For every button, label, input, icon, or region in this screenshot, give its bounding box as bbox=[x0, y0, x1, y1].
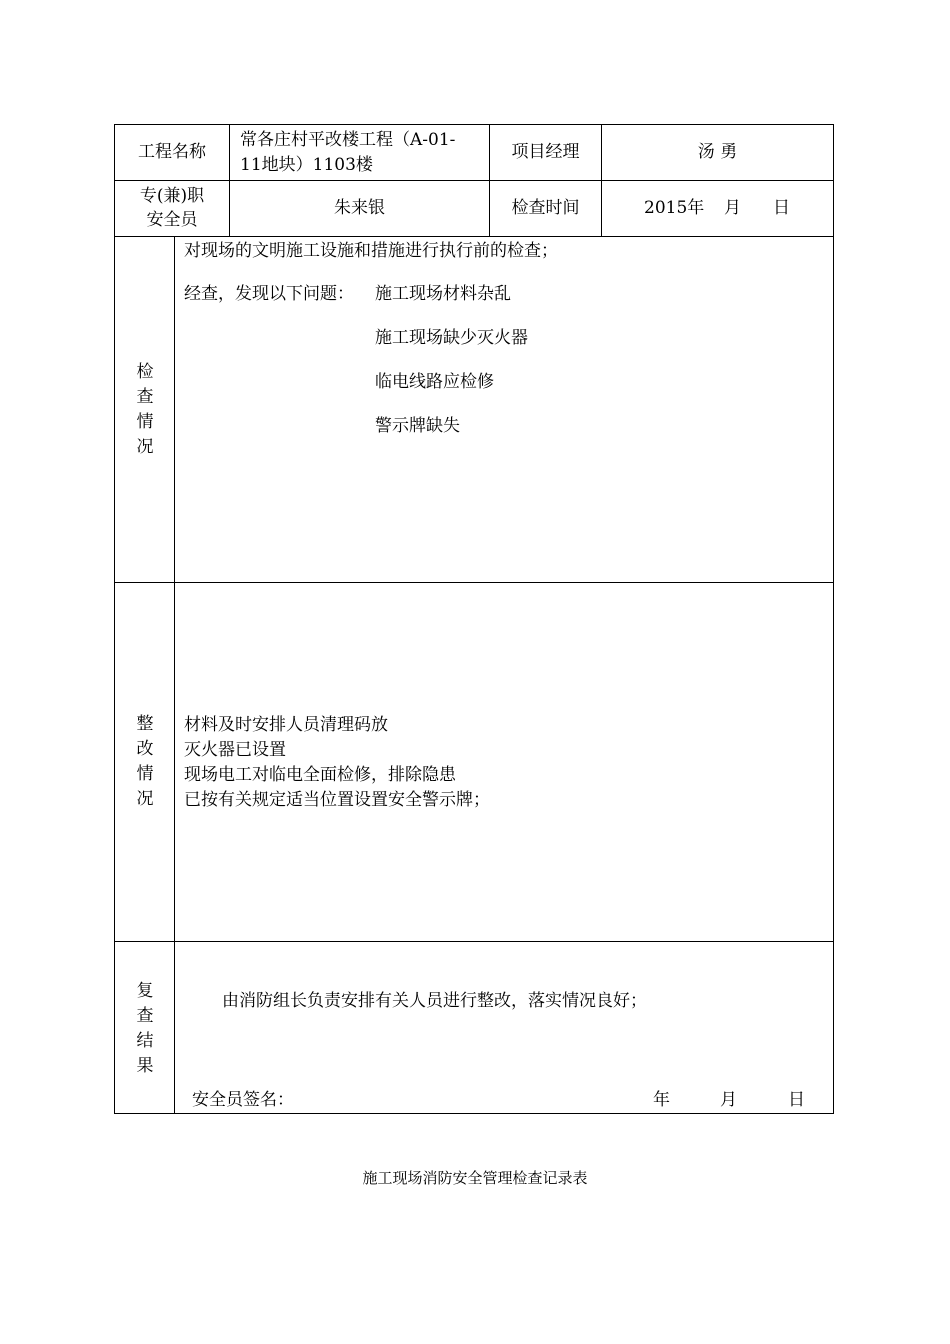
review-label-char: 复 bbox=[136, 981, 154, 1001]
rectification-item: 已按有关规定适当位置设置安全警示牌； bbox=[184, 790, 490, 810]
row-divider bbox=[114, 236, 834, 237]
review-label-char: 果 bbox=[136, 1056, 154, 1076]
inspection-issue: 临电线路应检修 bbox=[375, 372, 494, 392]
row-divider bbox=[114, 582, 834, 583]
document-caption: 施工现场消防安全管理检查记录表 bbox=[362, 1169, 588, 1187]
check-time-year: 2015年 bbox=[644, 198, 705, 218]
review-label-char: 查 bbox=[136, 1006, 154, 1026]
review-label bbox=[133, 979, 157, 1079]
col-divider bbox=[229, 124, 230, 236]
inspection-label-char: 查 bbox=[136, 387, 154, 407]
inspection-label-char: 情 bbox=[136, 412, 154, 432]
table-border-bottom bbox=[114, 1113, 834, 1114]
signature-label: 安全员签名： bbox=[192, 1090, 294, 1110]
row-divider bbox=[114, 941, 834, 942]
sign-day: 日 bbox=[788, 1090, 805, 1110]
inspection-issue: 警示牌缺失 bbox=[375, 416, 460, 436]
inspection-intro: 对现场的文明施工设施和措施进行执行前的检查； bbox=[184, 241, 558, 261]
review-label-char: 结 bbox=[136, 1031, 154, 1051]
rectification-label bbox=[133, 712, 157, 812]
check-time-label: 检查时间 bbox=[511, 198, 580, 218]
table-border-top bbox=[114, 124, 834, 125]
inspection-issue: 施工现场缺少灭火器 bbox=[375, 328, 528, 348]
project-name-line2: 11地块）1103楼 bbox=[240, 155, 373, 175]
inspection-issue: 施工现场材料杂乱 bbox=[375, 284, 511, 304]
safety-officer-label-line2: 安全员 bbox=[146, 210, 198, 230]
table-border-right bbox=[833, 124, 834, 1114]
rectification-item: 材料及时安排人员清理码放 bbox=[184, 715, 388, 735]
project-name-line1: 常各庄村平改楼工程（A-01- bbox=[240, 130, 456, 150]
manager-label: 项目经理 bbox=[511, 142, 580, 162]
check-time-day: 日 bbox=[773, 198, 790, 218]
rectification-label-char: 情 bbox=[136, 764, 154, 784]
sign-month: 月 bbox=[720, 1090, 737, 1110]
safety-officer-label-line1: 专(兼)职 bbox=[139, 186, 205, 206]
rectification-item: 现场电工对临电全面检修，排除隐患 bbox=[184, 765, 456, 785]
rectification-item: 灭火器已设置 bbox=[184, 740, 286, 760]
row-divider bbox=[114, 180, 834, 181]
rectification-label-char: 况 bbox=[136, 789, 154, 809]
project-name-label: 工程名称 bbox=[138, 142, 206, 162]
inspection-label bbox=[133, 360, 157, 460]
safety-officer-value: 朱来银 bbox=[334, 198, 385, 218]
inspection-found-prefix: 经查，发现以下问题： bbox=[184, 284, 354, 304]
rectification-label-char: 改 bbox=[136, 739, 154, 759]
inspection-label-char: 检 bbox=[136, 362, 154, 382]
inspection-label-char: 况 bbox=[136, 437, 154, 457]
check-time-month: 月 bbox=[724, 198, 741, 218]
review-result: 由消防组长负责安排有关人员进行整改，落实情况良好； bbox=[222, 991, 647, 1011]
table-border-left bbox=[114, 124, 115, 1114]
manager-value: 汤 勇 bbox=[697, 142, 738, 162]
sign-year: 年 bbox=[653, 1090, 670, 1110]
rectification-label-char: 整 bbox=[136, 714, 154, 734]
label-col-divider bbox=[174, 236, 175, 1114]
